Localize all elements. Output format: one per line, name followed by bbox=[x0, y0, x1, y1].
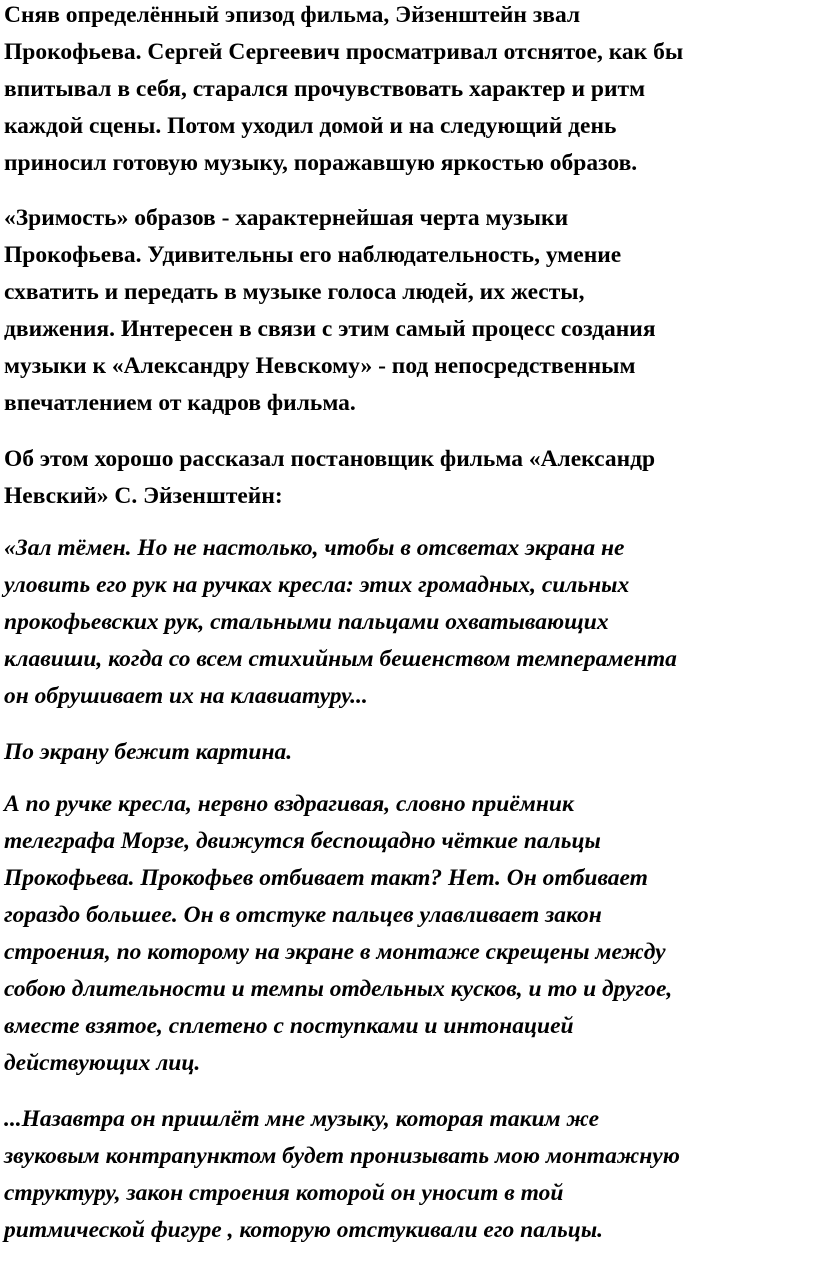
text-line: впечатлением от кадров фильма. bbox=[4, 390, 356, 416]
text-line: собою длительности и темпы отдельных кусков, и то и другое, bbox=[4, 976, 673, 1002]
text-line: клавиши, когда со всем стихийным бешенством темперамента bbox=[4, 646, 677, 672]
quote-paragraph-tomorrow bbox=[4, 1101, 680, 1249]
text-line: приносил готовую музыку, поражавшую яркостью образов. bbox=[4, 150, 638, 176]
text-line: он обрушивает их на клавиатуру... bbox=[4, 683, 368, 709]
quote-paragraph-hall bbox=[4, 530, 677, 715]
text-line: гораздо большее. Он в отстуке пальцев улавливает закон bbox=[4, 902, 602, 928]
paragraph-intro bbox=[4, 0, 683, 182]
text-line: Невский» С. Эйзенштейн: bbox=[4, 483, 283, 509]
text-line: ритмической фигуре , которую отстукивали его пальцы. bbox=[4, 1217, 603, 1243]
text-line: прокофьевских рук, стальными пальцами охватывающих bbox=[4, 609, 609, 635]
text-line: «Зал тёмен. Но не настолько, чтобы в отсветах экрана не bbox=[4, 535, 625, 561]
text-line: «Зримость» образов - характернейшая черта музыки bbox=[4, 205, 569, 231]
text-line: звуковым контрапунктом будет пронизывать мою монтажную bbox=[4, 1143, 680, 1169]
text-line: схватить и передать в музыке голоса людей, их жесты, bbox=[4, 279, 585, 305]
text-line: Прокофьева. Удивительны его наблюдательность, умение bbox=[4, 242, 622, 268]
quote-paragraph-armrest bbox=[4, 786, 672, 1082]
paragraph-visibility bbox=[4, 200, 656, 422]
text-line: ...Назавтра он пришлёт мне музыку, которая таким же bbox=[4, 1106, 600, 1132]
text-line: движения. Интересен в связи с этим самый процесс создания bbox=[4, 316, 656, 342]
text-line: впитывал в себя, старался прочувствовать характер и ритм bbox=[4, 76, 646, 102]
quote-paragraph-screen bbox=[4, 734, 292, 771]
text-line: каждой сцены. Потом уходил домой и на следующий день bbox=[4, 113, 617, 139]
text-line: телеграфа Морзе, движутся беспощадно чёткие пальцы bbox=[4, 828, 601, 854]
text-line: Об этом хорошо рассказал постановщик фильма «Александр bbox=[4, 446, 656, 472]
text-line: Прокофьева. Прокофьев отбивает такт? Нет. Он отбивает bbox=[4, 865, 648, 891]
text-line: Прокофьева. Сергей Сергеевич просматривал отснятое, как бы bbox=[4, 39, 684, 65]
text-line: вместе взятое, сплетено с поступками и интонацией bbox=[4, 1013, 574, 1039]
text-line: А по ручке кресла, нервно вздрагивая, словно приёмник bbox=[4, 791, 574, 817]
paragraph-eisenstein-intro bbox=[4, 441, 655, 515]
text-line: Сняв определённый эпизод фильма, Эйзенштейн звал bbox=[4, 2, 581, 28]
text-line: По экрану бежит картина. bbox=[4, 739, 293, 765]
text-line: уловить его рук на ручках кресла: этих громадных, сильных bbox=[4, 572, 630, 598]
text-line: строения, по которому на экране в монтаже скрещены между bbox=[4, 939, 666, 965]
text-line: действующих лиц. bbox=[4, 1050, 201, 1076]
text-line: структуру, закон строения которой он уносит в той bbox=[4, 1180, 564, 1206]
text-line: музыки к «Александру Невскому» - под непосредственным bbox=[4, 353, 636, 379]
